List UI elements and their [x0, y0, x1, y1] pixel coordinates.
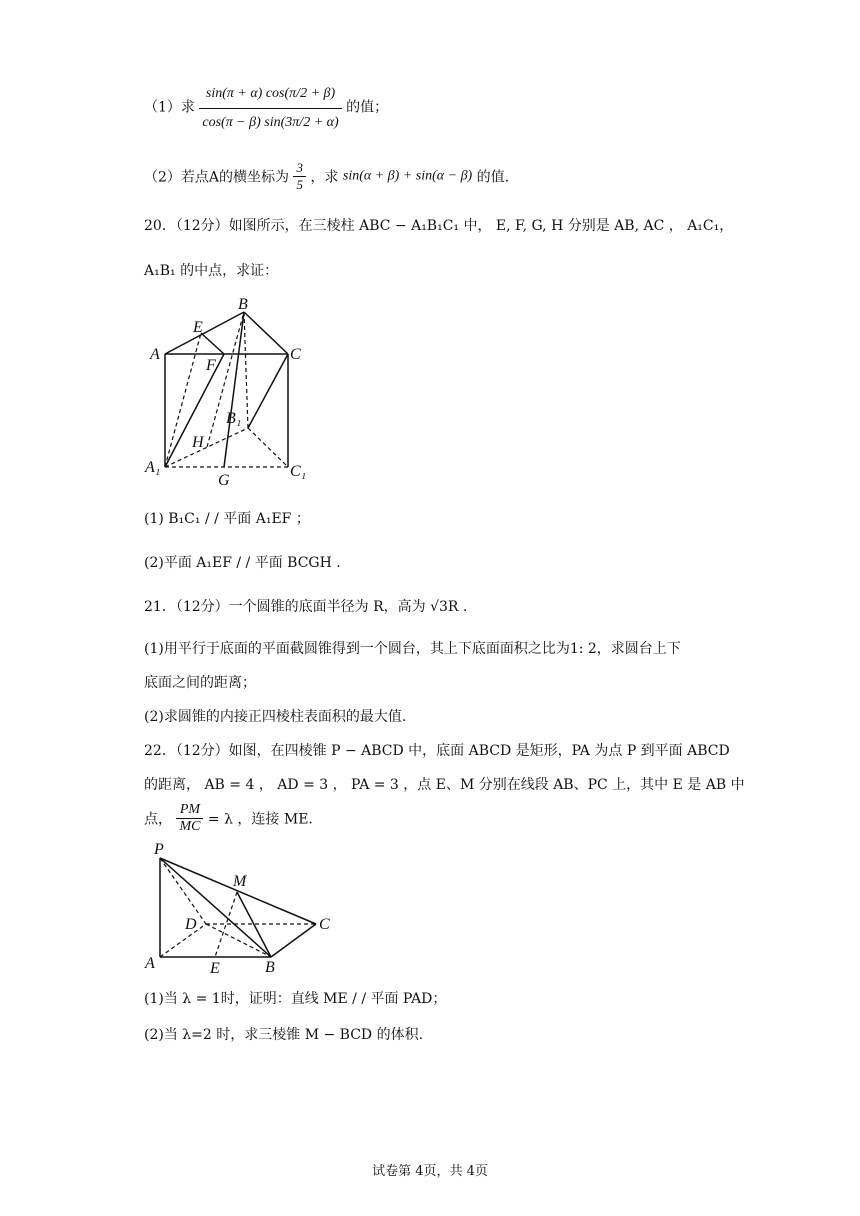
label-P: P	[154, 841, 164, 858]
q19-fraction	[199, 82, 341, 131]
label-A1: A₁	[145, 459, 161, 476]
label-G: G	[218, 472, 230, 489]
label-C: C	[290, 346, 301, 363]
label-E: E	[210, 960, 220, 977]
q21-part1b: 底面之间的距离；	[144, 675, 256, 691]
label-E: E	[193, 319, 203, 336]
label-A: A	[150, 346, 160, 363]
label-B1: B₁	[226, 410, 242, 427]
q19-part2-frac	[293, 160, 306, 193]
q22-line2: 的距离， AB = 4 ， AD = 3 ， PA = 3 ，点 E、M 分别在线段 AB、PC 上，其中 E 是 AB 中	[144, 777, 745, 793]
q21-part2: (2)求圆锥的内接正四棱柱表面积的最大值.	[144, 709, 407, 725]
pyramid-figure	[140, 840, 340, 980]
q21-part1a: (1)用平行于底面的平面截圆锥得到一个圆台，其上下底面面积之比为1: 2，求圆台上下	[144, 641, 681, 657]
q19-frac-num: sin(π + α) cos(π/2 + β)	[199, 82, 341, 109]
q19-part1-label: （1）求	[144, 99, 195, 116]
prism-figure	[140, 292, 320, 492]
q20-part2: (2)平面 A₁EF / / 平面 BCGH .	[144, 555, 341, 571]
page-footer: 试卷第 4页，共 4页	[372, 1164, 488, 1179]
q19-frac-den: cos(π − β) sin(3π/2 + α)	[202, 115, 339, 130]
label-H: H	[192, 434, 204, 451]
label-F: F	[206, 357, 216, 374]
label-C: C	[319, 916, 330, 933]
label-A: A	[145, 955, 155, 972]
q22-line3-post: = λ ，连接 ME.	[207, 811, 313, 828]
q22-part2: (2)当 λ=2 时，求三棱锥 M − BCD 的体积.	[144, 1027, 424, 1043]
label-C1: C₁	[290, 463, 307, 480]
q19-part2-mid: ，求	[310, 169, 339, 186]
q20-line1: 20．（12分）如图所示，在三棱柱 ABC − A₁B₁C₁ 中， E, F, G, H 分别是 AB, AC ， A₁C₁，	[144, 218, 734, 234]
q22-part1: (1)当 λ = 1时，证明：直线 ME / / 平面 PAD；	[144, 991, 447, 1007]
q19-part2-tail: 的值.	[476, 169, 510, 186]
q22-frac-num: PM	[176, 802, 203, 819]
q19-part1	[144, 82, 388, 131]
q20-part1: (1) B₁C₁ / / 平面 A₁EF ；	[144, 511, 310, 527]
q19-part2	[144, 160, 509, 193]
label-D: D	[185, 916, 197, 933]
q22-line1: 22．（12分）如图，在四棱锥 P − ABCD 中，底面 ABCD 是矩形，PA 为点 P 到平面 ABCD	[144, 743, 730, 759]
q20-line2: A₁B₁ 的中点，求证：	[144, 263, 279, 279]
q22-frac-den: MC	[179, 819, 201, 834]
q19-part2-text: （2）若点A的横坐标为	[144, 169, 290, 186]
q19-part2-den: 5	[296, 177, 303, 192]
q22-ratio-frac	[176, 802, 203, 835]
label-B: B	[238, 296, 248, 313]
q22-line3	[144, 802, 313, 835]
q19-part2-expr: sin(α + β) + sin(α − β)	[342, 168, 473, 184]
q19-part2-num: 3	[293, 160, 306, 177]
label-B: B	[265, 959, 275, 976]
q21-line1: 21．（12分）一个圆锥的底面半径为 R，高为 √3R .	[144, 599, 468, 615]
label-M: M	[233, 873, 247, 890]
q22-line3-pre: 点，	[144, 811, 172, 828]
q19-part1-tail: 的值；	[346, 99, 389, 116]
